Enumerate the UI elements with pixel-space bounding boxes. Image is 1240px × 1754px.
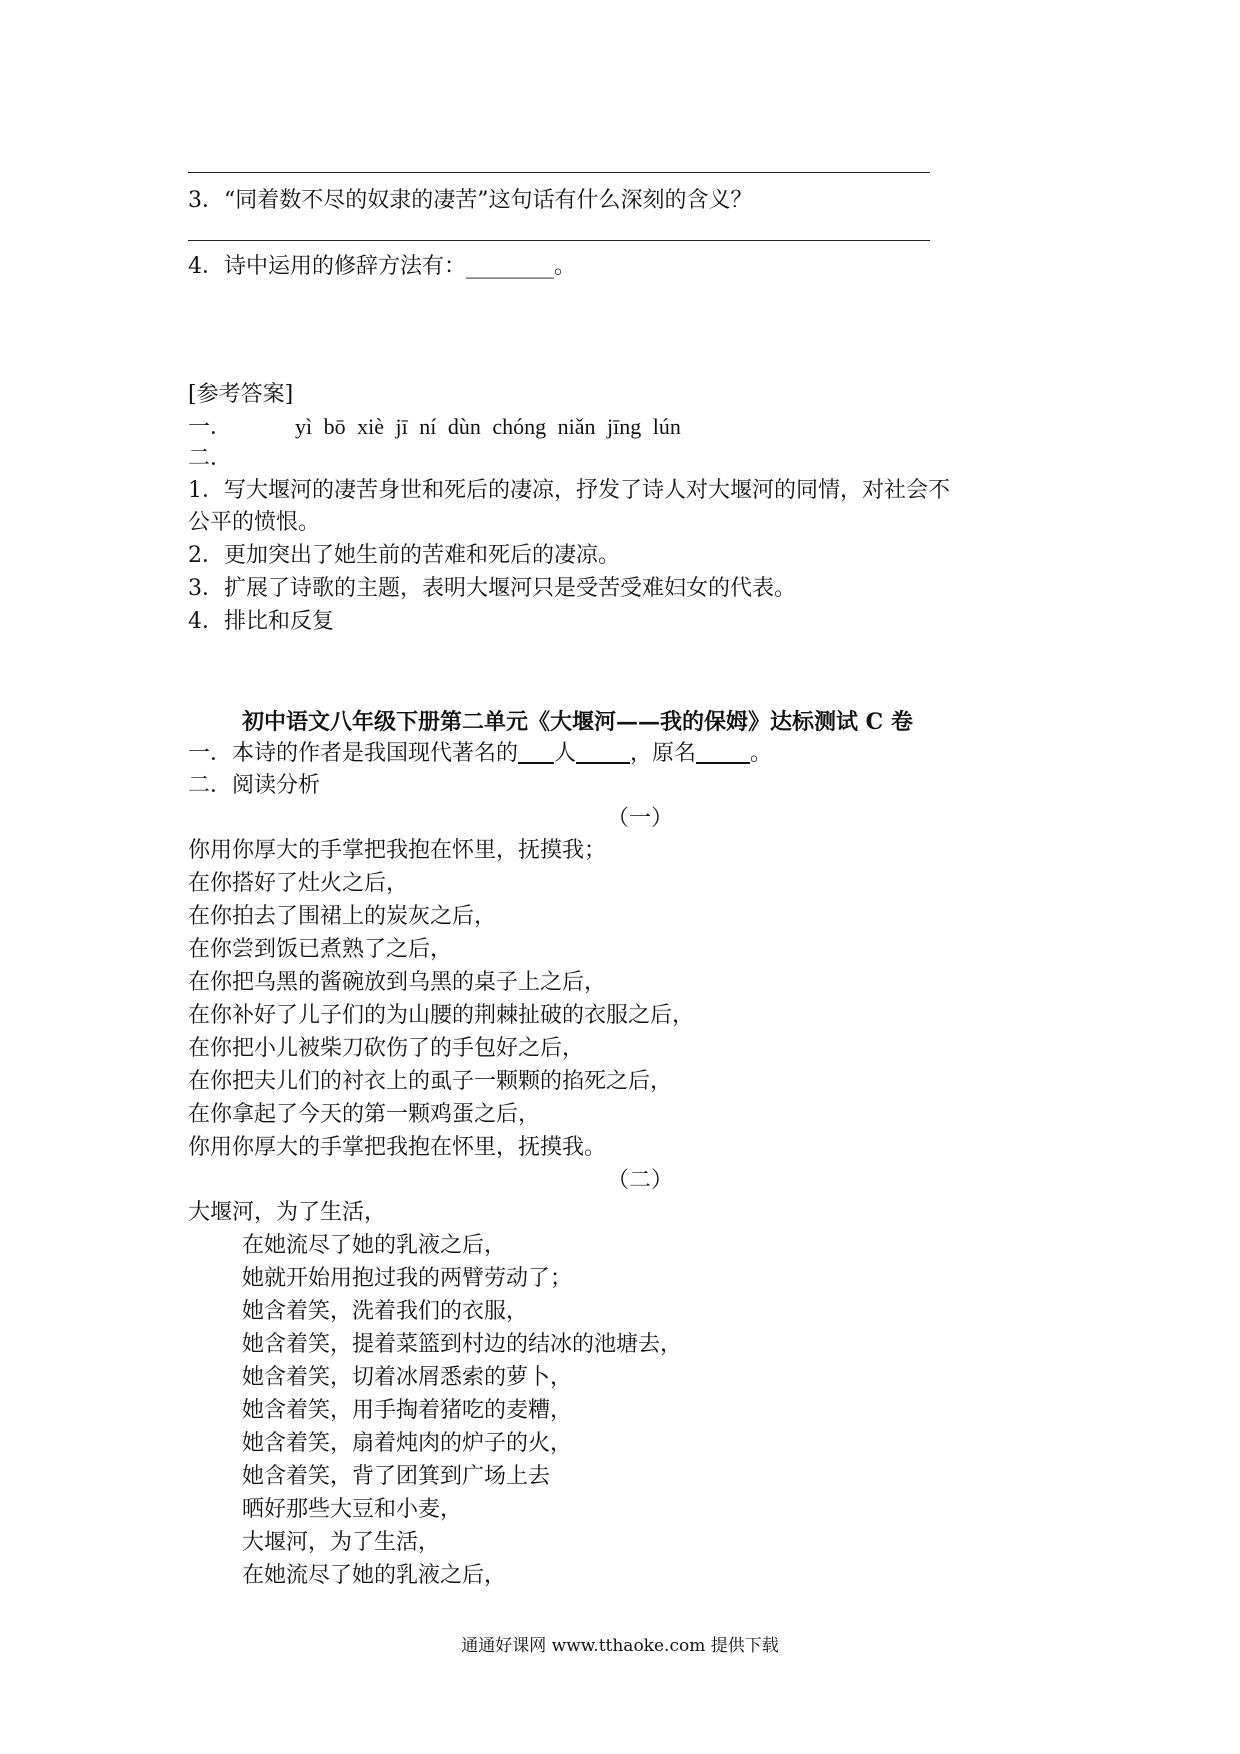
poem-2-line: 她含着笑，背了团箕到广场上去 xyxy=(242,1464,551,1489)
question-1-text-b: 人 xyxy=(554,741,577,766)
answers-heading: [参考答案] xyxy=(188,382,294,407)
answer-part2-label: 二． xyxy=(188,446,233,471)
poem-1-line: 你用你厚大的手掌把我抱在怀里，抚摸我； xyxy=(188,838,607,863)
question-1-text-a: 一．本诗的作者是我国现代著名的 xyxy=(188,741,519,766)
answer-3: 3．扩展了诗歌的主题，表明大堰河只是受苦受难妇女的代表。 xyxy=(188,576,796,601)
answer-part1 xyxy=(188,412,681,443)
poem-2-line: 在她流尽了她的乳液之后， xyxy=(242,1233,507,1258)
question-4: 4．诗中运用的修辞方法有：________。 xyxy=(188,254,576,279)
question-1-text-c: ，原名 xyxy=(630,741,697,766)
answer-4: 4．排比和反复 xyxy=(188,609,334,634)
answer-part1-pinyin: yì bō xiè jī ní dùn chóng niǎn jīng lún xyxy=(295,414,681,439)
section-1-label: （一） xyxy=(606,806,673,831)
poem-2-first-line: 大堰河，为了生活， xyxy=(188,1200,387,1225)
poem-1-line: 在你搭好了灶火之后， xyxy=(188,871,409,896)
poem-1-line: 在你拍去了围裙上的炭灰之后， xyxy=(188,904,497,929)
poem-1-line: 在你尝到饭已煮熟了之后， xyxy=(188,937,453,962)
poem-2-line: 晒好那些大豆和小麦， xyxy=(242,1497,463,1522)
blank-1 xyxy=(518,740,554,764)
poem-2-line: 在她流尽了她的乳液之后， xyxy=(242,1563,507,1588)
answer-line-1 xyxy=(188,172,930,173)
poem-1-line: 在你拿起了今天的第一颗鸡蛋之后， xyxy=(188,1102,541,1127)
poem-1-line: 在你补好了儿子们的为山腰的荆棘扯破的衣服之后， xyxy=(188,1003,695,1028)
poem-2-line: 她含着笑，洗着我们的衣服， xyxy=(242,1299,529,1324)
answer-line-2 xyxy=(188,240,930,241)
poem-2-line: 她就开始用抱过我的两臂劳动了； xyxy=(242,1266,573,1291)
section-2-label: （二） xyxy=(606,1168,673,1193)
answer-part1-label: 一． xyxy=(188,415,233,440)
poem-2-line: 她含着笑，扇着炖肉的炉子的火， xyxy=(242,1431,573,1456)
poem-2-line: 她含着笑，切着冰屑悉索的萝卜， xyxy=(242,1365,573,1390)
poem-1-line: 在你把夫儿们的衬衣上的虱子一颗颗的掐死之后， xyxy=(188,1069,673,1094)
poem-2-line: 她含着笑，用手掏着猪吃的麦糟， xyxy=(242,1398,573,1423)
poem-1-line: 在你把乌黑的酱碗放到乌黑的桌子上之后， xyxy=(188,970,607,995)
answer-2: 2．更加突出了她生前的苦难和死后的凄凉。 xyxy=(188,543,620,568)
poem-1-line: 在你把小儿被柴刀砍伤了的手包好之后， xyxy=(188,1036,585,1061)
question-1-text-d: 。 xyxy=(750,741,773,766)
page-footer: 通通好课网 www.tthaoke.com 提供下载 xyxy=(461,1636,779,1656)
question-1 xyxy=(188,739,772,769)
blank-2 xyxy=(576,740,630,764)
poem-2-line: 大堰河，为了生活， xyxy=(242,1530,441,1555)
question-2: 二．阅读分析 xyxy=(188,773,321,798)
answer-1-line1: 1．写大堰河的凄苦身世和死后的凄凉，抒发了诗人对大堰河的同情，对社会不 xyxy=(188,478,950,503)
test-title: 初中语文八年级下册第二单元《大堰河——我的保姆》达标测试 C 卷 xyxy=(242,709,913,735)
poem-2-line: 她含着笑，提着菜篮到村边的结冰的池塘去， xyxy=(242,1332,683,1357)
poem-1-line: 你用你厚大的手掌把我抱在怀里，抚摸我。 xyxy=(188,1135,607,1160)
answer-1-line2: 公平的愤恨。 xyxy=(188,510,321,535)
question-3: 3．“同着数不尽的奴隶的凄苦”这句话有什么深刻的含义？ xyxy=(188,188,753,213)
blank-3 xyxy=(696,740,750,764)
